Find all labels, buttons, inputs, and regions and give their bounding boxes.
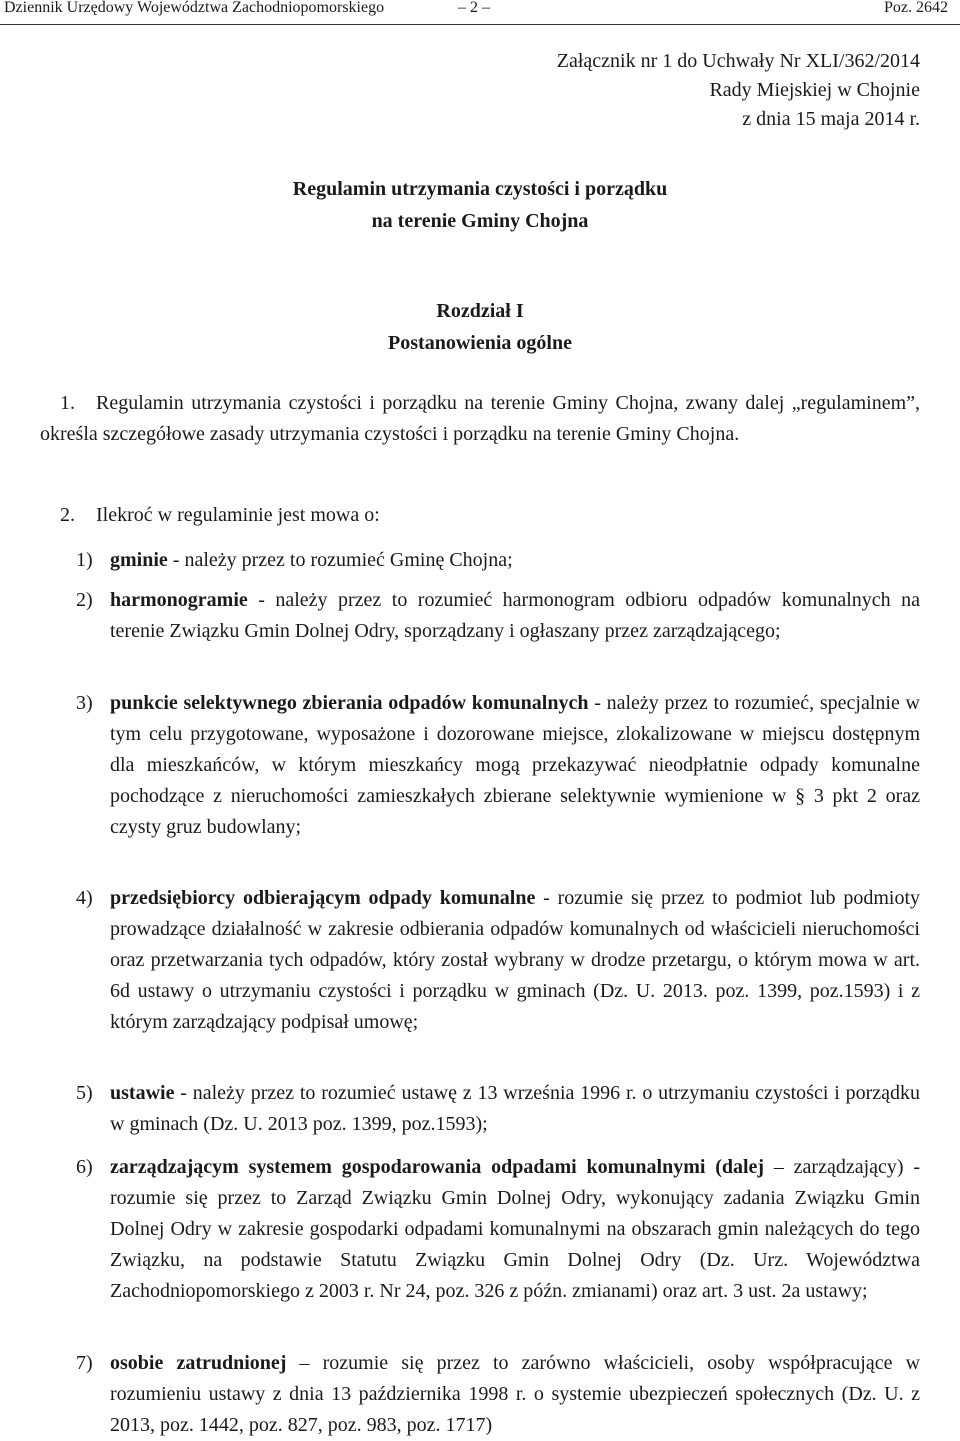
annex-reference bbox=[557, 47, 920, 134]
item-number: 4) bbox=[76, 887, 93, 909]
item-number: 6) bbox=[76, 1156, 93, 1178]
definition-item bbox=[76, 883, 920, 1038]
definition-item bbox=[76, 1348, 920, 1441]
page-number: – 2 – bbox=[458, 0, 490, 16]
section-text: Ilekroć w regulaminie jest mowa o: bbox=[96, 504, 380, 526]
defined-term: punkcie selektywnego zbierania odpadów komunalnych bbox=[110, 692, 589, 714]
definition-item bbox=[76, 585, 920, 647]
annex-line: Rady Miejskiej w Chojnie bbox=[709, 79, 920, 101]
chapter-number: Rozdział I bbox=[436, 300, 524, 322]
section-mark: 1. bbox=[60, 392, 75, 414]
journal-name: Dziennik Urzędowy Województwa Zachodniopomorskiego bbox=[4, 0, 385, 16]
defined-term: harmonogramie bbox=[110, 589, 248, 611]
definition-item bbox=[76, 1152, 920, 1307]
title-line: na terenie Gminy Chojna bbox=[371, 210, 589, 232]
definition-text: - należy przez to rozumieć, specjalnie w tym celu przygotowane, wyposażone i dozorowane miejsce, zlokalizowane w miejscu dostępnym dla mieszkańców, w którym mieszkańcy mogą przekazywać nieodpłatnie odpady komunalne pochodzące z nieruchomości zamieszkałych zbierane selektywnie wymienione w § 3 pkt 2 oraz czysty gruz budowlany; bbox=[110, 692, 920, 838]
definition-text: - rozumie się przez to podmiot lub podmioty prowadzące działalność w zakresie odbierania odpadów komunalnych od właścicieli nieruchomości oraz przetwarzania tych odpadów, który został wybrany w drodze przetargu, o którym mowa w art. 6d ustawy o utrzymaniu czystości i porządku w gminach (Dz. U. 2013. poz. 1399, poz.1593) i z którym zarządzający podpisał umowę; bbox=[110, 887, 920, 1033]
definition-text: – zarządzający) - rozumie się przez to Zarząd Związku Gmin Dolnej Odry, wykonujący zadania Związku Gmin Dolnej Odry w zakresie gospodarki odpadami komunalnymi na obszarach gmin należących do tego Związku, na podstawie Statutu Związku Gmin Dolnej Odry (Dz. Urz. Województwa Zachodniopomorskiego z 2003 r. Nr 24, poz. 326 z późn. zmianami) oraz art. 3 ust. 2a ustawy; bbox=[110, 1156, 920, 1302]
item-number: 3) bbox=[76, 692, 93, 714]
definition-text: - należy przez to rozumieć harmonogram odbioru odpadów komunalnych na terenie Związku Gmin Dolnej Odry, sporządzany i ogłaszany przez zarządzającego; bbox=[110, 589, 920, 642]
document-title bbox=[0, 173, 960, 237]
chapter-heading bbox=[0, 295, 960, 359]
definition-text: – rozumie się przez to zarówno właścicieli, osoby współpracujące w rozumieniu ustawy z dnia 13 października 1998 r. o systemie ubezpieczeń społecznych (Dz. U. z 2013, poz. 1442, poz. 827, poz. 983, poz. 1717) bbox=[110, 1352, 921, 1436]
definition-item bbox=[76, 1078, 920, 1140]
defined-term: ustawie bbox=[110, 1082, 175, 1104]
position-number: Poz. 2642 bbox=[884, 0, 948, 16]
section-1 bbox=[40, 388, 920, 450]
defined-term: zarządzającym systemem gospodarowania odpadami komunalnymi (dalej bbox=[110, 1156, 765, 1178]
annex-line: z dnia 15 maja 2014 r. bbox=[742, 108, 920, 130]
page-header bbox=[0, 0, 960, 25]
item-number: 1) bbox=[76, 549, 93, 571]
defined-term: osobie zatrudnionej bbox=[110, 1352, 287, 1374]
chapter-name: Postanowienia ogólne bbox=[388, 332, 572, 354]
item-number: 2) bbox=[76, 589, 93, 611]
definition-text: - należy przez to rozumieć Gminę Chojna; bbox=[167, 549, 513, 571]
definition-item bbox=[76, 688, 920, 843]
defined-term: gminie bbox=[110, 549, 168, 571]
title-line: Regulamin utrzymania czystości i porządku bbox=[292, 178, 668, 200]
item-number: 7) bbox=[76, 1352, 93, 1374]
definition-item bbox=[76, 545, 920, 576]
defined-term: przedsiębiorcy odbierającym odpady komunalne bbox=[110, 887, 536, 909]
section-2 bbox=[40, 500, 920, 531]
section-text: Regulamin utrzymania czystości i porządku na terenie Gminy Chojna, zwany dalej „regulaminem”, określa szczegółowe zasady utrzymania czystości i porządku na terenie Gminy Chojna. bbox=[40, 392, 920, 445]
section-mark: 2. bbox=[60, 504, 75, 526]
annex-line: Załącznik nr 1 do Uchwały Nr XLI/362/2014 bbox=[556, 50, 920, 72]
definition-text: - należy przez to rozumieć ustawę z 13 września 1996 r. o utrzymaniu czystości i porządku w gminach (Dz. U. 2013 poz. 1399, poz.1593); bbox=[110, 1082, 920, 1135]
item-number: 5) bbox=[76, 1082, 93, 1104]
